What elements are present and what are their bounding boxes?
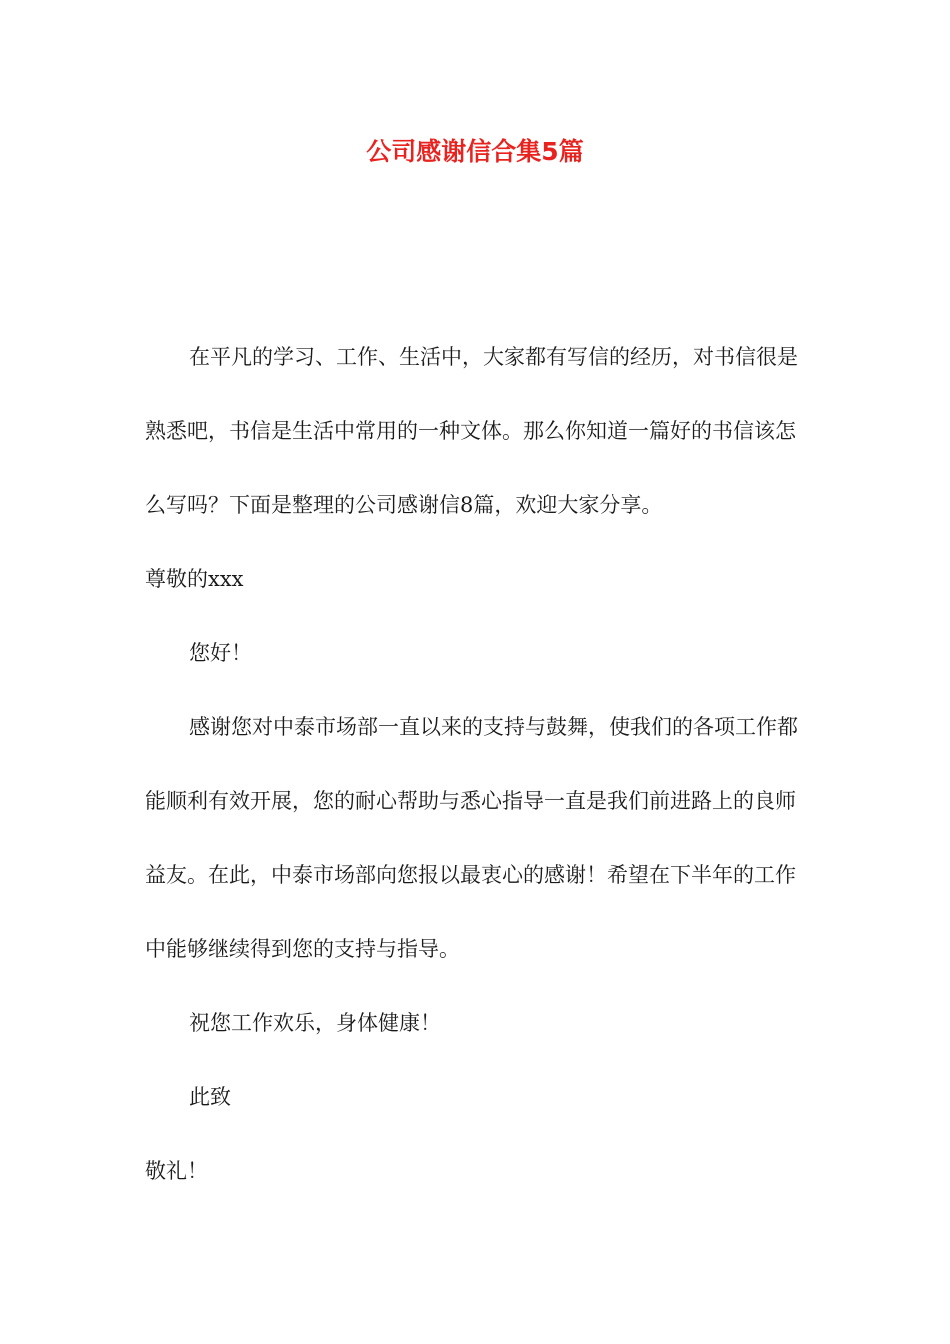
salutation: 尊敬的xxx	[145, 567, 244, 591]
closing-line: 此致	[189, 1085, 231, 1109]
document-title: 公司感谢信合集5篇	[366, 137, 584, 166]
intro-paragraph: 在平凡的学习、工作、生活中，大家都有写信的经历，对书信很是熟悉吧，书信是生活中常用的一种文体。那么你知道一篇好的书信该怎么写吗？下面是整理的公司感谢信8篇，欢迎大家分享。	[145, 345, 798, 517]
wishes-line: 祝您工作欢乐，身体健康！	[189, 1011, 441, 1035]
document-body	[145, 320, 807, 1208]
regards-line: 敬礼！	[145, 1159, 208, 1183]
greeting: 您好！	[189, 641, 252, 665]
thanks-paragraph: 感谢您对中泰市场部一直以来的支持与鼓舞，使我们的各项工作都能顺利有效开展，您的耐心帮助与悉心指导一直是我们前进路上的良师益友。在此，中泰市场部向您报以最衷心的感谢！希望在下半年的工作中能够继续得到您的支持与指导。	[145, 715, 798, 961]
